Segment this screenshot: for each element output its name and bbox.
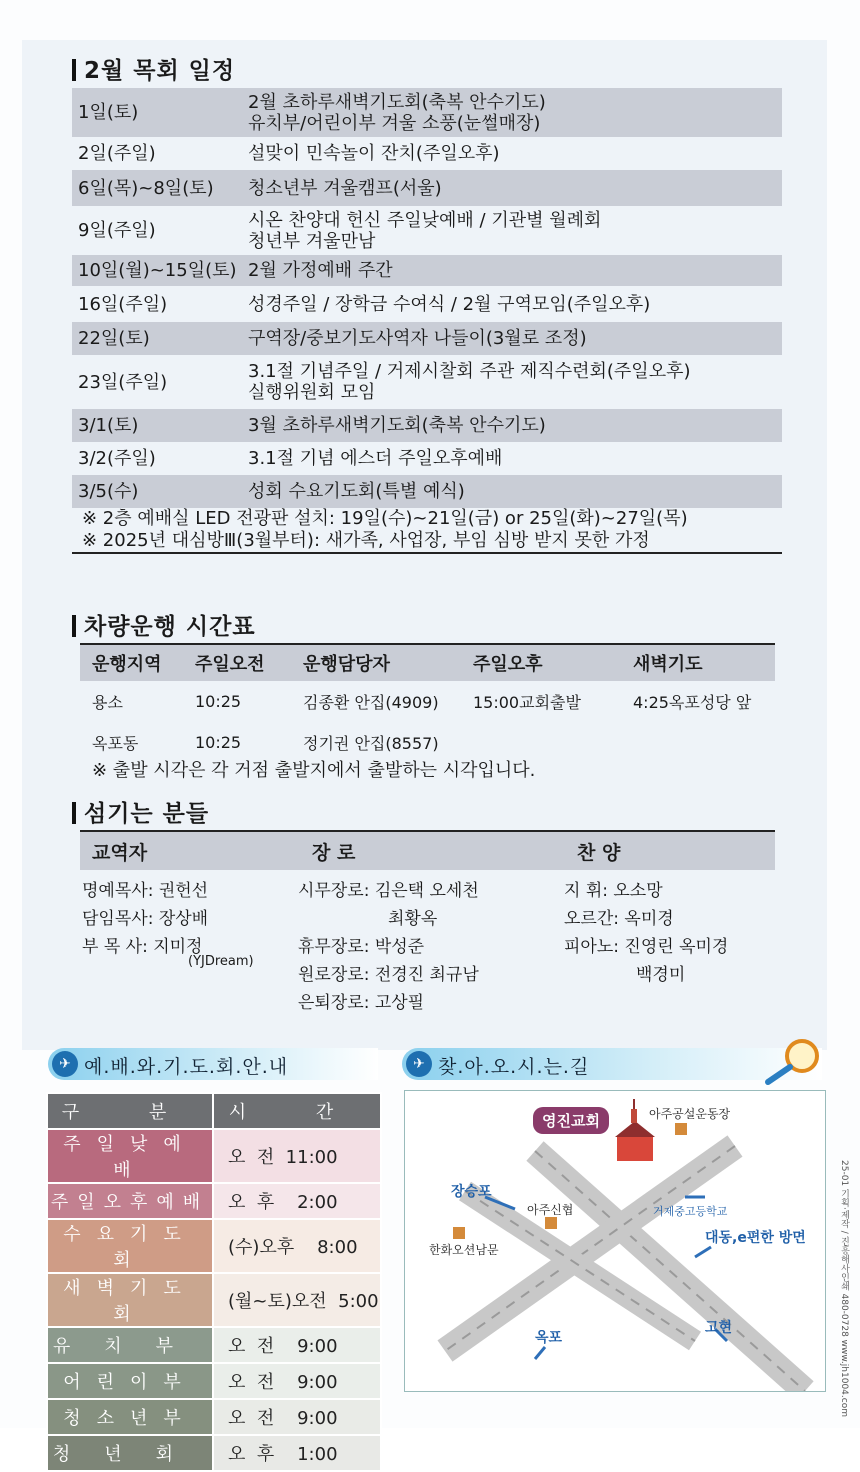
dove-icon: ✈ — [406, 1051, 432, 1077]
worship-time: (월~토)오전 5:00 — [213, 1273, 381, 1327]
worship-name: 주일낮예배 — [47, 1129, 213, 1183]
schedule-row — [72, 170, 782, 206]
vehicle-header-morning: 주일오전 — [195, 654, 265, 675]
schedule-date: 3/2(주일) — [78, 448, 156, 469]
schedule-events — [248, 361, 782, 403]
elder-line: 원로장로: 전경진 최규남 — [298, 965, 479, 985]
vehicle-cell: 김종환 안집(4909) — [303, 693, 439, 712]
worship-time: 오 후 2:00 — [213, 1183, 381, 1219]
schedule-event: 성회 수요기도회(특별 예식) — [248, 481, 465, 502]
schedule-row — [72, 255, 782, 286]
schedule-events — [248, 210, 782, 252]
church-label: 영진교회 — [533, 1107, 609, 1134]
worship-time: 오 전 9:00 — [213, 1399, 381, 1435]
directions-map — [404, 1090, 826, 1392]
vehicle-cell: 10:25 — [195, 692, 242, 711]
worship-row — [47, 1219, 381, 1273]
map-label-hanwha: 한화오션남문 — [429, 1243, 499, 1257]
schedule-title: 2월 목회 일정 — [84, 58, 236, 84]
map-label-gohyeon: 고현 — [705, 1320, 733, 1336]
worship-name: 어린이부 — [47, 1363, 213, 1399]
schedule-row — [72, 442, 782, 475]
pastor-line: 부 목 사: 지미정 — [82, 937, 203, 957]
schedule-event: 2월 초하루새벽기도회(축복 안수기도) — [248, 91, 546, 113]
schedule-date: 16일(주일) — [78, 293, 168, 315]
footer-credit: 25-01 기획·제작 / 진흥해사인쇄 480-0728 www.jh1004.com — [839, 1160, 849, 1417]
pastor-line: 담임목사: 장상배 — [82, 909, 209, 929]
vehicle-note: ※ 출발 시각은 각 거점 출발지에서 출발하는 시각입니다. — [92, 760, 536, 781]
schedule-date: 10일(월)~15일(토) — [78, 260, 237, 281]
schedule-events — [248, 92, 782, 134]
worship-row — [47, 1273, 381, 1327]
schedule-date: 1일(토) — [78, 102, 139, 123]
schedule-events — [248, 415, 782, 436]
vehicle-cell: 4:25옥포성당 앞 — [633, 693, 752, 712]
vehicle-row — [80, 681, 775, 722]
schedule-date: 23일(주일) — [78, 371, 168, 393]
worship-time: 오 전 9:00 — [213, 1327, 381, 1363]
schedule-date: 3/5(수) — [78, 481, 139, 502]
vehicle-cell: 15:00교회출발 — [473, 693, 581, 712]
schedule-heading — [72, 52, 235, 85]
ministers-heading — [72, 795, 209, 828]
ministers-table — [80, 830, 775, 1030]
schedule-event: 3.1절 기념 에스더 주일오후예배 — [248, 448, 503, 469]
worship-name: 주일오후예배 — [47, 1183, 213, 1219]
schedule-row — [72, 322, 782, 355]
worship-header-cell: 구 분 — [47, 1093, 213, 1129]
schedule-events — [248, 178, 782, 199]
worship-time: 오 전 11:00 — [213, 1129, 381, 1183]
directions-title: 찾.아.오.시.는.길 — [438, 1056, 590, 1078]
worship-row — [47, 1327, 381, 1363]
worship-name: 새벽기도회 — [47, 1273, 213, 1327]
pastor-line: 명예목사: 권헌선 — [82, 881, 209, 901]
worship-row — [47, 1363, 381, 1399]
schedule-event: 구역장/중보기도사역자 나들이(3월로 조정) — [248, 328, 587, 349]
schedule-event: 청소년부 겨울캠프(서울) — [248, 177, 442, 199]
elder-line: 최황옥 — [388, 909, 438, 929]
schedule-row — [72, 137, 782, 170]
vehicle-header-driver: 운행담당자 — [303, 654, 390, 675]
header-elders: 장 로 — [312, 841, 356, 864]
vehicle-header-afternoon: 주일오후 — [473, 654, 543, 675]
worship-header-row — [47, 1093, 381, 1129]
schedule-note: ※ 2층 예배실 LED 전광판 설치: 19일(수)~21일(금) or 25일(화)~27일(목) — [82, 508, 688, 529]
header-praise: 찬 양 — [577, 841, 621, 864]
ministers-body — [80, 870, 775, 1030]
vehicle-title: 차량운행 시간표 — [84, 614, 256, 640]
schedule-row — [72, 355, 782, 409]
vehicle-table — [80, 643, 775, 763]
map-label-school: 거제중고등학교 — [653, 1205, 728, 1218]
directions-title-bar — [402, 1048, 822, 1080]
worship-header-cell: 시 간 — [213, 1093, 381, 1129]
schedule-events — [248, 328, 782, 349]
map-label-jangseungpo: 장승포 — [451, 1184, 492, 1200]
schedule-events — [248, 448, 782, 469]
schedule-event: 설맞이 민속놀이 잔치(주일오후) — [248, 143, 500, 164]
ministers-title: 섬기는 분들 — [84, 801, 210, 827]
schedule-event: 시온 찬양대 헌신 주일낮예배 / 기관별 월례회 — [248, 209, 602, 231]
worship-name: 유치부 — [47, 1327, 213, 1363]
worship-row — [47, 1435, 381, 1471]
schedule-row — [72, 409, 782, 442]
schedule-events — [248, 143, 782, 164]
vehicle-cell: 옥포동 — [92, 734, 139, 753]
worship-table — [46, 1092, 382, 1472]
worship-time: (수)오후 8:00 — [213, 1219, 381, 1273]
vehicle-cell: 10:25 — [195, 733, 242, 752]
schedule-event: 유치부/어린이부 겨울 소풍(눈썰매장) — [248, 112, 541, 134]
worship-row — [47, 1183, 381, 1219]
pastor-line-sub: (YJDream) — [188, 954, 254, 969]
praise-line: 백경미 — [636, 965, 686, 985]
elder-line: 시무장로: 김은택 오세천 — [298, 881, 479, 901]
worship-row — [47, 1129, 381, 1183]
worship-time: 오 후 1:00 — [213, 1435, 381, 1471]
elder-line: 휴무장로: 박성준 — [298, 937, 425, 957]
schedule-event: 2월 가정예배 주간 — [248, 260, 393, 281]
worship-name: 청년회 — [47, 1435, 213, 1471]
schedule-date: 9일(주일) — [78, 220, 156, 241]
map-label-okpo: 옥포 — [535, 1330, 563, 1346]
schedule-row — [72, 206, 782, 255]
schedule-events — [248, 294, 782, 315]
worship-row — [47, 1399, 381, 1435]
map-label-aju-credit: 아주신협 — [527, 1203, 574, 1217]
vehicle-header-row — [80, 643, 775, 681]
worship-title: 예.배.와.기.도.회.안.내 — [84, 1056, 289, 1078]
worship-title-bar — [48, 1048, 378, 1080]
schedule-event: 성경주일 / 장학금 수여식 / 2월 구역모임(주일오후) — [248, 293, 651, 315]
schedule-date: 6일(목)~8일(토) — [78, 177, 214, 199]
schedule-date: 3/1(토) — [78, 415, 139, 436]
magnifier-icon — [762, 1036, 826, 1088]
schedule-event: 3월 초하루새벽기도회(축복 안수기도) — [248, 415, 546, 436]
map-label-stadium: 아주공설운동장 — [649, 1107, 731, 1121]
vehicle-cell: 정기권 안집(8557) — [303, 734, 439, 753]
schedule-row — [72, 88, 782, 137]
schedule-row — [72, 475, 782, 508]
schedule-events — [248, 481, 782, 502]
praise-line: 오르간: 옥미경 — [564, 909, 674, 929]
vehicle-header-region: 운행지역 — [92, 654, 162, 675]
schedule-note: ※ 2025년 대심방Ⅲ(3월부터): 새가족, 사업장, 부임 심방 받지 못한 가정 — [82, 530, 650, 551]
schedule-date: 22일(토) — [78, 328, 150, 349]
dove-icon: ✈ — [52, 1051, 78, 1077]
elder-line: 은퇴장로: 고상필 — [298, 993, 425, 1013]
schedule-event: 청년부 겨울만남 — [248, 230, 376, 252]
header-pastors: 교역자 — [92, 841, 148, 864]
schedule-table — [72, 88, 782, 554]
praise-line: 피아노: 진영린 옥미경 — [564, 937, 729, 957]
schedule-date: 2일(주일) — [78, 143, 156, 164]
map-label-daedong: 대동,e편한 방면 — [705, 1230, 806, 1246]
vehicle-header-dawn: 새벽기도 — [633, 654, 703, 675]
schedule-event: 실행위원회 모임 — [248, 382, 376, 403]
worship-name: 청소년부 — [47, 1399, 213, 1435]
praise-line: 지 휘: 오소망 — [564, 881, 663, 901]
schedule-events — [248, 260, 782, 281]
schedule-row — [72, 286, 782, 322]
ministers-header-row — [80, 830, 775, 870]
worship-time: 오 전 9:00 — [213, 1363, 381, 1399]
vehicle-cell: 용소 — [92, 693, 123, 712]
schedule-event: 3.1절 기념주일 / 거제시찰회 주관 제직수련회(주일오후) — [248, 361, 691, 382]
vehicle-heading — [72, 608, 256, 641]
worship-name: 수요기도회 — [47, 1219, 213, 1273]
